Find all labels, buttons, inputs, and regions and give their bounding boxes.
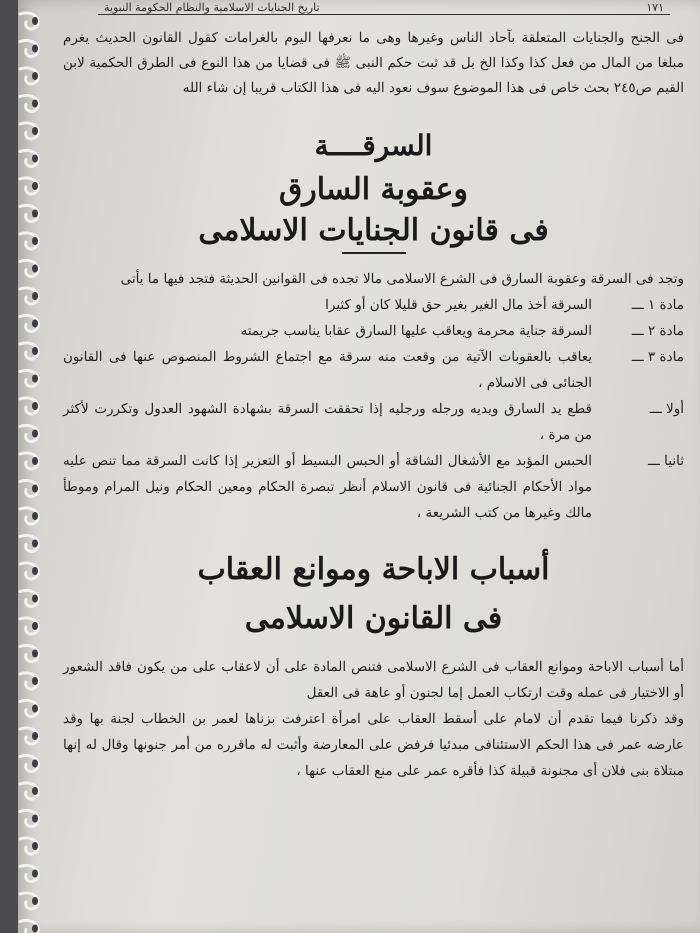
article-label: مادة ٣ ـــ [631, 349, 684, 365]
theft-intro-paragraph: وتجد فى السرقة وعقوبة السارق فى الشرع الاسلامى مالا تجده فى القوانين الحديثة فتجد فيها ما يأتى [120, 271, 684, 287]
binding-hole [32, 182, 38, 190]
paragraph-precedent: وقد ذكرنا فيما تقدم أن لامام على أسقط العقاب على امرأة اعترفت بزناها لعمر بن الخطاب لجنة بها وقد عارضه عمر فى هذا الحكم الاستئنافى مبدئيا فرفض على المعارضة وأثبت له ماقرره من أمر جنونها وقال له إنها مبتلاة بنى فلان أى مجنونة قبيلة كذا فأقره عمر على منع العقاب عنها ، [63, 711, 684, 779]
binding-hole [32, 622, 38, 630]
article-text: السرقة جناية محرمة ويعاقب عليها السارق عقابا يناسب جريمته [240, 323, 592, 339]
binding-hole [32, 595, 38, 603]
intro-paragraph: فى الجنح والجنايات المتعلقة بآحاد الناس وغيرها وهى ما نعرفها اليوم بالغرامات كقول القانون الحديث يغرم مبلغا من المال من فعل كذا وكذا الخ بل قد ثبت حكم النبى ﷺ فى قضايا من هذا النوع فى الطرق الحكمية لابن القيم ص٢٤٥ بحث خاص فى هذا الموضوع سوف نعود اليه فى هذا الكتاب قريبا إن شاء الله [63, 30, 684, 96]
running-title: تاريخ الجنايات الاسلامية والنظام الحكومة النبوية [104, 0, 320, 14]
binding-hole [32, 320, 38, 328]
heading-rule [342, 252, 406, 254]
binding-hole [32, 705, 38, 713]
binding-hole [32, 265, 38, 273]
heading-justification-causes: أسباب الاباحة وموانع العقاب [197, 552, 550, 587]
binding-hole [32, 237, 38, 245]
binding-hole [32, 210, 38, 218]
binding-hole [32, 375, 38, 383]
binding-hole [32, 567, 38, 575]
articles-list [63, 292, 684, 526]
binding-hole [32, 925, 38, 933]
article-item [63, 396, 684, 448]
article-item [63, 318, 684, 344]
binding-hole [32, 292, 38, 300]
article-label: مادة ١ ـــ [631, 297, 684, 313]
article-item [63, 344, 684, 396]
article-text: يعاقب بالعقوبات الآتية من وقعت منه سرقة مع اجتماع الشروط المنصوص عنها فى القانون الجنائى فى الاسلام ، [63, 349, 592, 391]
binding-hole [32, 45, 38, 53]
binding-hole [32, 787, 38, 795]
binding-hole [32, 155, 38, 163]
heading-punishment: وعقوبة السارق [278, 172, 469, 207]
heading-islamic-law: فى القانون الاسلامى [244, 601, 503, 636]
paragraph-justification: أما أسباب الاباحة وموانع العقاب فى الشرع الاسلامى فتنص المادة على أن لاعقاب على من يكون فاقد الشعور أو الاختيار فى عمله وقت ارتكاب العمل إما لجنون أو عاهة فى العقل [63, 659, 684, 701]
binding-hole [32, 650, 38, 658]
page-header [98, 0, 670, 15]
binding-hole [32, 17, 38, 25]
binding-hole [32, 815, 38, 823]
page-content [63, 26, 684, 784]
binding-hole [32, 540, 38, 548]
article-label: أولا ـــ [649, 401, 684, 417]
article-item [63, 448, 684, 526]
binding-hole [32, 457, 38, 465]
binding-hole [32, 870, 38, 878]
article-label: مادة ٢ ـــ [631, 323, 684, 339]
book-page [18, 0, 700, 933]
binding-hole [32, 347, 38, 355]
binding-hole [32, 842, 38, 850]
binding-hole [32, 760, 38, 768]
binding-hole [32, 402, 38, 410]
heading-criminal-law: فى قانون الجنايات الاسلامى [198, 213, 549, 248]
binding-hole [32, 485, 38, 493]
binding-hole [32, 897, 38, 905]
article-label: ثانيا ـــ [648, 453, 684, 469]
article-item [63, 292, 684, 318]
binding-hole [32, 512, 38, 520]
heading-theft: السرقــــة [314, 129, 433, 162]
binding-hole [32, 127, 38, 135]
article-text: قطع يد السارق ويديه ورجله ورجليه إذا تحققت السرقة بشهادة الشهود العدول وتكررت لأكثر من مرة ، [63, 401, 592, 443]
binding-hole [32, 677, 38, 685]
article-text: الحبس المؤبد مع الأشغال الشاقة أو الحبس البسيط أو التعزير إذا كانت السرقة مما تنص عليه مواد الأحكام الجنائية فى قانون الاسلام أنظر تبصرة الحكام ومعين الحكام ونيل المرام وموطأ مالك وغيرها من كتب الشريعة ، [63, 453, 592, 521]
binding-hole [32, 732, 38, 740]
binding-hole [32, 72, 38, 80]
article-text: السرقة أخذ مال الغير بغير حق قليلا كان أو كثيرا [325, 297, 592, 313]
binding-hole [32, 100, 38, 108]
binding-hole [32, 430, 38, 438]
page-number: ١٧١ [646, 0, 664, 14]
